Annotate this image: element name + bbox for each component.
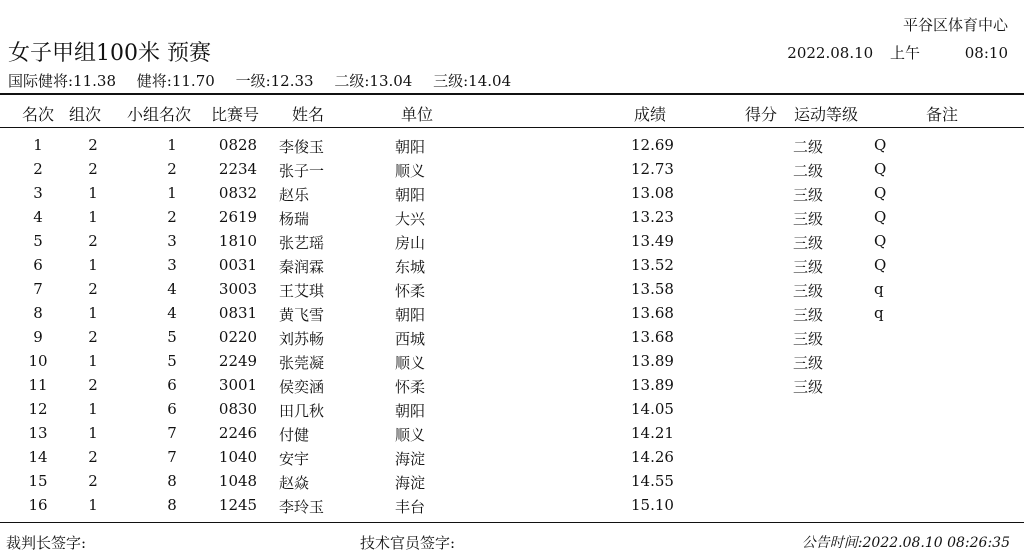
event-datetime	[787, 42, 1008, 63]
cell-name: 张莞凝	[279, 354, 325, 372]
cell-note: Q	[874, 256, 887, 274]
table-row	[0, 133, 1024, 157]
cell-rank: 14	[28, 448, 48, 466]
qualification-standards	[8, 70, 527, 91]
cell-group-rank: 1	[167, 136, 177, 154]
cell-bib: 3003	[218, 280, 258, 298]
cell-note: q	[874, 304, 884, 322]
cell-level: 二级	[793, 162, 824, 180]
event-date: 2022.08.10	[787, 44, 874, 62]
cell-result: 13.23	[631, 208, 674, 226]
cell-note: q	[874, 280, 884, 298]
cell-group: 1	[88, 352, 98, 370]
cell-rank: 8	[33, 304, 43, 322]
cell-group: 2	[88, 280, 98, 298]
cell-group-rank: 5	[167, 328, 177, 346]
table-row	[0, 421, 1024, 445]
cell-unit: 怀柔	[395, 378, 426, 396]
cell-name: 侯奕涵	[279, 378, 325, 396]
cell-bib: 0830	[218, 400, 258, 418]
cell-group-rank: 5	[167, 352, 177, 370]
table-row	[0, 301, 1024, 325]
cell-unit: 顺义	[395, 354, 426, 372]
cell-group: 1	[88, 424, 98, 442]
cell-group: 2	[88, 232, 98, 250]
cell-rank: 2	[33, 160, 43, 178]
cell-bib: 2619	[218, 208, 258, 226]
cell-bib: 0031	[218, 256, 258, 274]
cell-result: 15.10	[631, 496, 674, 514]
cell-result: 14.26	[631, 448, 674, 466]
cell-rank: 12	[28, 400, 48, 418]
cell-level: 三级	[793, 282, 824, 300]
cell-group: 1	[88, 256, 98, 274]
cell-rank: 6	[33, 256, 43, 274]
cell-note: Q	[874, 208, 887, 226]
cell-rank: 13	[28, 424, 48, 442]
cell-result: 13.08	[631, 184, 674, 202]
organization-name: 平谷区体育中心	[902, 16, 1008, 34]
cell-rank: 3	[33, 184, 43, 202]
header-divider	[0, 127, 1024, 128]
cell-name: 杨瑞	[279, 210, 310, 228]
cell-bib: 2246	[218, 424, 258, 442]
table-row	[0, 469, 1024, 493]
cell-name: 安宇	[279, 450, 310, 468]
bottom-divider	[0, 522, 1024, 523]
cell-result: 14.55	[631, 472, 674, 490]
cell-rank: 15	[28, 472, 48, 490]
cell-name: 王艾琪	[279, 282, 325, 300]
standard-level-1: 一级:12.33	[235, 72, 314, 90]
table-row	[0, 277, 1024, 301]
cell-bib: 0831	[218, 304, 258, 322]
cell-bib: 3001	[218, 376, 258, 394]
cell-group: 2	[88, 472, 98, 490]
table-row	[0, 349, 1024, 373]
cell-name: 赵焱	[279, 474, 310, 492]
announcement-time: 公告时间:2022.08.10 08:26:35	[801, 535, 1010, 551]
cell-bib: 1040	[218, 448, 258, 466]
cell-result: 14.21	[631, 424, 674, 442]
table-row	[0, 373, 1024, 397]
cell-group-rank: 4	[167, 304, 177, 322]
official-signature-label: 技术官员签字:	[360, 534, 456, 552]
col-name-header: 姓名	[291, 105, 325, 124]
cell-name: 付健	[279, 426, 310, 444]
cell-level: 三级	[793, 258, 824, 276]
cell-name: 黄飞雪	[279, 306, 325, 324]
event-time: 08:10	[964, 44, 1008, 62]
col-group-rank-header: 小组名次	[126, 105, 192, 124]
standard-master: 健将:11.70	[136, 72, 215, 90]
table-row	[0, 445, 1024, 469]
cell-bib: 1245	[218, 496, 258, 514]
cell-result: 13.68	[631, 304, 674, 322]
cell-unit: 顺义	[395, 162, 426, 180]
cell-bib: 2249	[218, 352, 258, 370]
cell-group-rank: 7	[167, 448, 177, 466]
cell-group: 2	[88, 160, 98, 178]
cell-note: Q	[874, 184, 887, 202]
cell-group: 1	[88, 496, 98, 514]
cell-group: 2	[88, 136, 98, 154]
cell-group-rank: 2	[167, 160, 177, 178]
cell-rank: 11	[28, 376, 48, 394]
cell-group-rank: 7	[167, 424, 177, 442]
cell-result: 13.68	[631, 328, 674, 346]
cell-bib: 2234	[218, 160, 258, 178]
cell-note: Q	[874, 136, 887, 154]
cell-group-rank: 8	[167, 472, 177, 490]
cell-unit: 房山	[395, 234, 426, 252]
cell-rank: 7	[33, 280, 43, 298]
cell-unit: 海淀	[395, 474, 426, 492]
cell-note: Q	[874, 232, 887, 250]
cell-result: 13.52	[631, 256, 674, 274]
cell-group-rank: 6	[167, 400, 177, 418]
cell-result: 14.05	[631, 400, 674, 418]
table-row	[0, 325, 1024, 349]
col-group-header: 组次	[68, 105, 102, 124]
table-row	[0, 493, 1024, 517]
cell-level: 三级	[793, 306, 824, 324]
cell-group-rank: 8	[167, 496, 177, 514]
cell-result: 13.58	[631, 280, 674, 298]
cell-result: 12.69	[631, 136, 674, 154]
table-row	[0, 157, 1024, 181]
cell-level: 三级	[793, 210, 824, 228]
cell-result: 13.49	[631, 232, 674, 250]
cell-rank: 16	[28, 496, 48, 514]
cell-name: 李俊玉	[279, 138, 325, 156]
cell-unit: 朝阳	[395, 186, 426, 204]
cell-group: 2	[88, 328, 98, 346]
col-result-header: 成绩	[633, 105, 667, 124]
cell-level: 三级	[793, 330, 824, 348]
cell-unit: 朝阳	[395, 402, 426, 420]
cell-result: 13.89	[631, 376, 674, 394]
col-score-header: 得分	[744, 105, 778, 124]
cell-group-rank: 3	[167, 256, 177, 274]
cell-name: 刘苏畅	[279, 330, 325, 348]
table-row	[0, 253, 1024, 277]
cell-name: 田几秋	[279, 402, 325, 420]
cell-level: 三级	[793, 234, 824, 252]
col-level-header: 运动等级	[793, 105, 859, 124]
table-row	[0, 205, 1024, 229]
cell-name: 张子一	[279, 162, 325, 180]
cell-group: 2	[88, 448, 98, 466]
cell-bib: 0828	[218, 136, 258, 154]
cell-rank: 10	[28, 352, 48, 370]
cell-group-rank: 6	[167, 376, 177, 394]
cell-group: 2	[88, 376, 98, 394]
cell-result: 12.73	[631, 160, 674, 178]
cell-group: 1	[88, 400, 98, 418]
cell-rank: 1	[33, 136, 43, 154]
cell-group: 1	[88, 304, 98, 322]
event-ampm: 上午	[889, 44, 920, 62]
standard-level-3: 三级:14.04	[433, 72, 512, 90]
cell-group-rank: 1	[167, 184, 177, 202]
cell-level: 三级	[793, 186, 824, 204]
cell-level: 三级	[793, 378, 824, 396]
cell-name: 秦润霖	[279, 258, 325, 276]
col-rank-header: 名次	[21, 105, 55, 124]
top-divider	[0, 93, 1024, 95]
cell-unit: 朝阳	[395, 138, 426, 156]
cell-name: 李玲玉	[279, 498, 325, 516]
cell-name: 张艺瑶	[279, 234, 325, 252]
cell-level: 三级	[793, 354, 824, 372]
cell-result: 13.89	[631, 352, 674, 370]
cell-unit: 怀柔	[395, 282, 426, 300]
cell-note: Q	[874, 160, 887, 178]
referee-signature-label: 裁判长签字:	[6, 534, 87, 552]
cell-unit: 丰台	[395, 498, 426, 516]
cell-unit: 海淀	[395, 450, 426, 468]
cell-unit: 东城	[395, 258, 426, 276]
cell-rank: 4	[33, 208, 43, 226]
cell-unit: 顺义	[395, 426, 426, 444]
cell-bib: 0220	[218, 328, 258, 346]
table-row	[0, 181, 1024, 205]
table-row	[0, 229, 1024, 253]
cell-group: 1	[88, 208, 98, 226]
cell-bib: 1048	[218, 472, 258, 490]
cell-group: 1	[88, 184, 98, 202]
cell-name: 赵乐	[279, 186, 310, 204]
cell-unit: 朝阳	[395, 306, 426, 324]
cell-bib: 0832	[218, 184, 258, 202]
cell-group-rank: 2	[167, 208, 177, 226]
cell-level: 二级	[793, 138, 824, 156]
cell-group-rank: 4	[167, 280, 177, 298]
standard-level-2: 二级:13.04	[334, 72, 413, 90]
standard-international: 国际健将:11.38	[8, 72, 116, 90]
cell-rank: 5	[33, 232, 43, 250]
event-title: 女子甲组100米 预赛	[8, 41, 211, 66]
table-row	[0, 397, 1024, 421]
cell-bib: 1810	[218, 232, 258, 250]
col-bib-header: 比赛号	[210, 105, 260, 124]
cell-group-rank: 3	[167, 232, 177, 250]
col-note-header: 备注	[925, 105, 959, 124]
cell-unit: 大兴	[395, 210, 426, 228]
cell-unit: 西城	[395, 330, 426, 348]
col-unit-header: 单位	[400, 105, 434, 124]
cell-rank: 9	[33, 328, 43, 346]
